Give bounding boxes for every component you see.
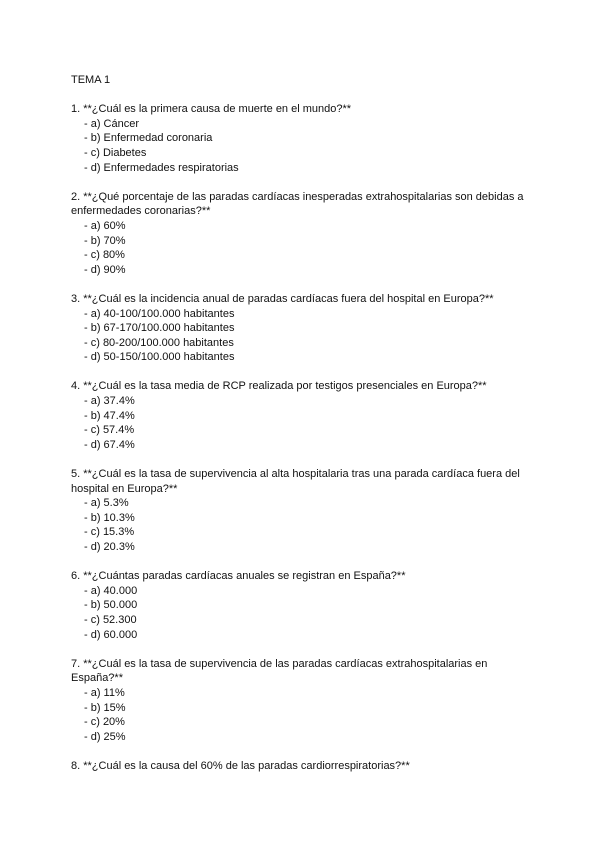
question-text: 4. **¿Cuál es la tasa media de RCP realizada por testigos presenciales en Europa?**	[71, 380, 487, 393]
option-c: - c) 20%	[84, 716, 125, 729]
option-list	[71, 117, 531, 175]
option-list	[71, 496, 531, 554]
option-c: - c) 52.300	[84, 613, 137, 626]
option-c: - c) Diabetes	[84, 146, 147, 159]
option-b: - b) 50.000	[84, 599, 138, 612]
option-b: - b) Enfermedad coronaria	[84, 132, 213, 145]
question-5	[71, 467, 531, 555]
option-a: - a) 5.3%	[84, 497, 129, 510]
option-c: - c) 57.4%	[84, 424, 135, 437]
option-list	[71, 307, 531, 365]
question-text: 7. **¿Cuál es la tasa de supervivencia de las paradas cardíacas extrahospitalarias en España?**	[71, 657, 488, 685]
question-text: 1. **¿Cuál es la primera causa de muerte en el mundo?**	[71, 103, 352, 116]
option-b: - b) 10.3%	[84, 511, 135, 524]
question-text: 8. **¿Cuál es la causa del 60% de las paradas cardiorrespiratorias?**	[71, 759, 410, 772]
option-c: - c) 80%	[84, 249, 125, 262]
question-6	[71, 569, 531, 642]
question-text: 5. **¿Cuál es la tasa de supervivencia al alta hospitalaria tras una parada cardíaca fuera del hospital en Europa?**	[71, 468, 520, 495]
option-d: - d) 90%	[84, 263, 126, 276]
option-list	[71, 219, 531, 277]
option-list	[71, 686, 531, 744]
option-a: - a) 40-100/100.000 habitantes	[84, 307, 235, 320]
option-a: - a) Cáncer	[84, 117, 140, 130]
option-b: - b) 15%	[84, 701, 126, 714]
question-7	[71, 657, 531, 745]
option-c: - c) 15.3%	[84, 526, 135, 539]
option-b: - b) 70%	[84, 234, 126, 247]
question-4	[71, 379, 531, 452]
question-2	[71, 190, 531, 278]
option-d: - d) 67.4%	[84, 438, 135, 451]
option-list	[71, 394, 531, 452]
document-title: TEMA 1	[71, 74, 111, 86]
option-d: - d) 60.000	[84, 628, 138, 641]
option-a: - a) 60%	[84, 219, 126, 232]
option-d: - d) 50-150/100.000 habitantes	[84, 351, 235, 364]
question-text: 6. **¿Cuántas paradas cardíacas anuales se registran en España?**	[71, 570, 406, 583]
option-d: - d) 25%	[84, 730, 126, 743]
option-a: - a) 11%	[84, 686, 125, 699]
option-d: - d) 20.3%	[84, 541, 135, 553]
option-c: - c) 80-200/100.000 habitantes	[84, 336, 234, 349]
option-b: - b) 67-170/100.000 habitantes	[84, 322, 235, 335]
option-a: - a) 37.4%	[84, 395, 135, 408]
question-1	[71, 102, 531, 175]
option-b: - b) 47.4%	[84, 409, 135, 422]
question-3	[71, 292, 531, 365]
option-list	[71, 584, 531, 642]
question-8	[71, 759, 531, 774]
question-text: 3. **¿Cuál es la incidencia anual de paradas cardíacas fuera del hospital en Europa?**	[71, 292, 494, 305]
option-d: - d) Enfermedades respiratorias	[84, 161, 239, 174]
option-a: - a) 40.000	[84, 584, 138, 597]
question-text: 2. **¿Qué porcentaje de las paradas cardíacas inesperadas extrahospitalarias son debidas a enfermedades coronarias?**	[71, 190, 524, 218]
document-content	[71, 73, 531, 788]
